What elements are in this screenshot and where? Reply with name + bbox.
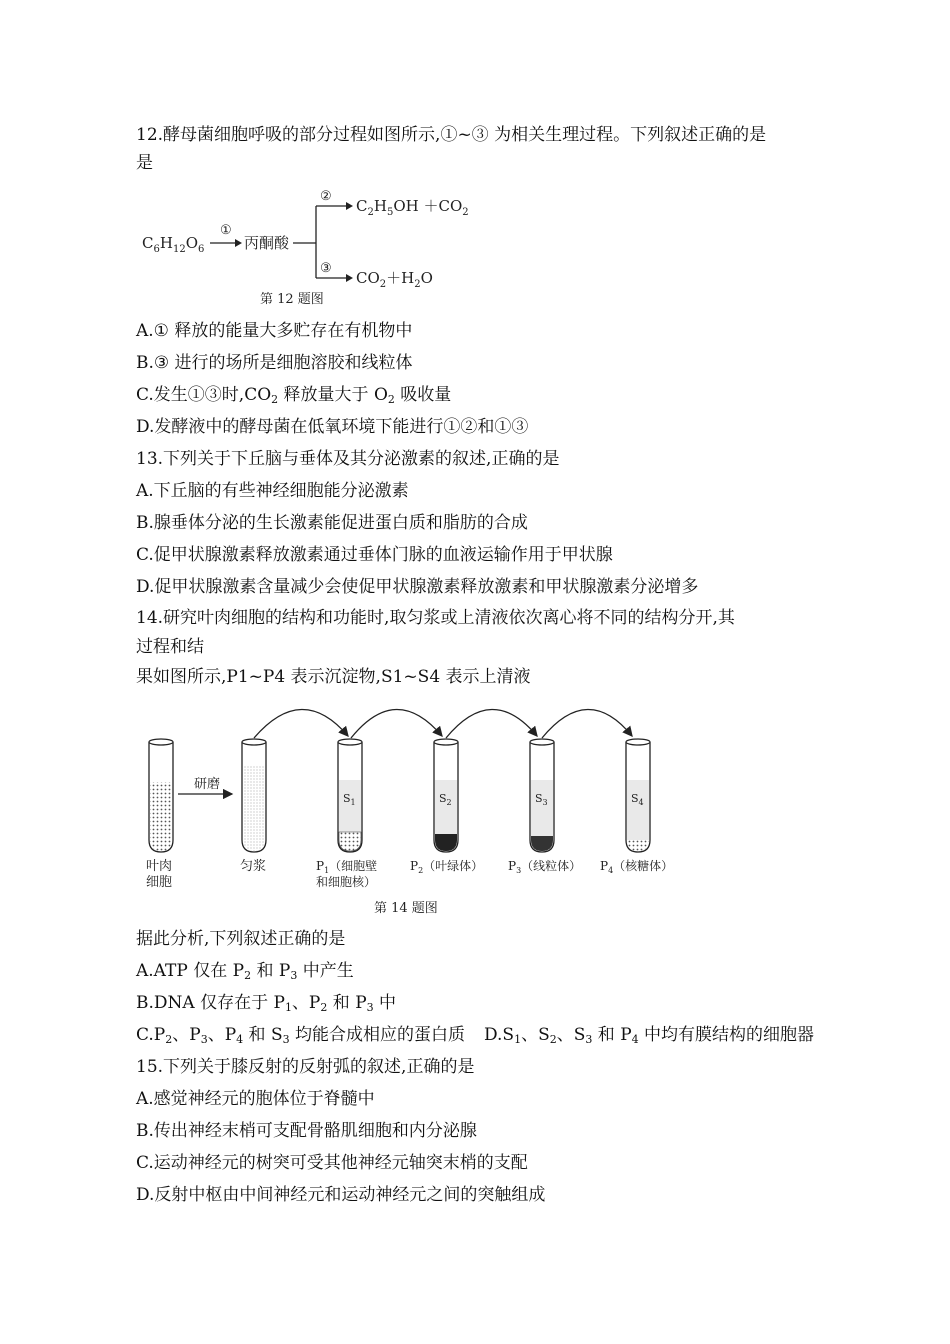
q12-stem: 12.酵母菌细胞呼吸的部分过程如图所示,①~③ 为相关生理过程。下列叙述正确的是 — [136, 125, 767, 145]
q14-figure-caption: 第 14 题图 — [374, 901, 438, 916]
q14-p1-label: $P_1$（细胞壁 — [316, 859, 378, 875]
q14-transfer-arrow-3 — [446, 709, 537, 738]
q14-p1-label-2: 和细胞核） — [316, 875, 377, 889]
q13-option-c: C.促甲状腺激素释放激素通过垂体门脉的血液运输作用于甲状腺 — [136, 545, 613, 565]
q15-option-d: D.反射中枢由中间神经元和运动神经元之间的突触组成 — [136, 1185, 546, 1205]
q14-tube-0 — [149, 739, 173, 852]
q14-s3-label: $S_3$ — [535, 792, 548, 807]
q14-stem-line3: 果如图所示,P1~P4 表示沉淀物,S1~S4 表示上清液 — [136, 667, 531, 687]
svg-text:CO2＋H2O: $CO_2+H_2O$ — [356, 269, 433, 290]
q12-reactant — [142, 234, 204, 255]
q12-step2-label: ② — [320, 189, 332, 204]
q14-transfer-arrow-2 — [351, 709, 442, 738]
q12-option-a: A.① 释放的能量大多贮存在有机物中 — [136, 321, 413, 341]
q14-p3-label: $P_3$（线粒体） — [508, 859, 582, 875]
q13-stem: 13.下列关于下丘脑与垂体及其分泌激素的叙述,正确的是 — [136, 449, 560, 469]
q15-option-b: B.传出神经末梢可支配骨骼肌细胞和内分泌腺 — [136, 1121, 477, 1141]
q14-p2-label: $P_2$（叶绿体） — [410, 859, 484, 875]
q12-option-d: D.发酵液中的酵母菌在低氧环境下能进行①②和①③ — [136, 417, 529, 437]
q14-option-d: $D.S_1$、$S_2$、$S_3$ 和 $P_4$ 中均有膜结构的细胞器 — [484, 1025, 815, 1046]
q15-option-c: C.运动神经元的树突可受其他神经元轴突末梢的支配 — [136, 1153, 528, 1173]
q12-option-b: B.③ 进行的场所是细胞溶胶和线粒体 — [136, 353, 413, 373]
q14-tube-1-label: 匀浆 — [240, 859, 267, 874]
q14-grind-label: 研磨 — [194, 777, 221, 792]
q12-arrow-1 — [235, 239, 242, 247]
q12-arrow-3 — [346, 274, 353, 282]
q14-tube-1 — [242, 739, 266, 852]
q14-s1-label: $S_1$ — [343, 792, 356, 807]
q14-tube-0-label-2: 细胞 — [146, 875, 173, 890]
q12-step1-label: ① — [220, 223, 232, 238]
q12-product3 — [356, 269, 433, 290]
q15-option-a: A.感觉神经元的胞体位于脊髓中 — [136, 1089, 375, 1109]
q12-figure-caption: 第 12 题图 — [260, 292, 324, 307]
q12-step3-label: ③ — [320, 261, 332, 276]
q12-intermediate: 丙酮酸 — [244, 234, 290, 252]
q14-option-c: $C.P_2$、$P_3$、$P_4$ 和 $S_3$ 均能合成相应的蛋白质 — [136, 1025, 466, 1046]
q14-stem: 14.研究叶肉细胞的结构和功能时,取匀浆或上清液依次离心将不同的结构分开,其 — [136, 608, 735, 628]
q14-stem-line2: 过程和结 — [136, 637, 204, 657]
svg-text:C2H5OH ＋CO2: $C_2H_5OH +CO_2$ — [356, 197, 469, 218]
q12-figure — [136, 186, 476, 312]
q14-p4-label: $P_4$（核糖体） — [600, 859, 674, 875]
q12-stem-line2: 是 — [136, 153, 153, 173]
q14-figure — [136, 700, 696, 920]
q12-product2 — [356, 197, 469, 218]
q14-option-a: A.ATP 仅在 $P_2$ 和 $P_3$ 中产生 — [136, 961, 354, 982]
q14-transfer-arrow-4 — [542, 709, 632, 738]
q14-analysis: 据此分析,下列叙述正确的是 — [136, 929, 346, 949]
svg-text:C6H12O6: $C_6H_{12}O_6$ — [142, 234, 205, 255]
q15-stem: 15.下列关于膝反射的反射弧的叙述,正确的是 — [136, 1057, 475, 1077]
q14-s4-label: $S_4$ — [631, 792, 644, 807]
q13-option-b: B.腺垂体分泌的生长激素能促进蛋白质和脂肪的合成 — [136, 513, 528, 533]
q12-option-c: C.发生①③时$,CO_2$ 释放量大于 $O_2$ 吸收量 — [136, 385, 452, 406]
q13-option-d: D.促甲状腺激素含量减少会使促甲状腺激素释放激素和甲状腺激素分泌增多 — [136, 577, 699, 597]
q14-option-b: B.DNA 仅存在于 $P_1$、$P_2$ 和 $P_3$ 中 — [136, 993, 397, 1014]
q12-arrow-2 — [346, 202, 353, 210]
q14-transfer-arrow-1 — [254, 709, 348, 738]
q14-s2-label: $S_2$ — [439, 792, 452, 807]
q14-tube-0-label-1: 叶肉 — [146, 859, 173, 874]
q13-option-a: A.下丘脑的有些神经细胞能分泌激素 — [136, 481, 409, 501]
